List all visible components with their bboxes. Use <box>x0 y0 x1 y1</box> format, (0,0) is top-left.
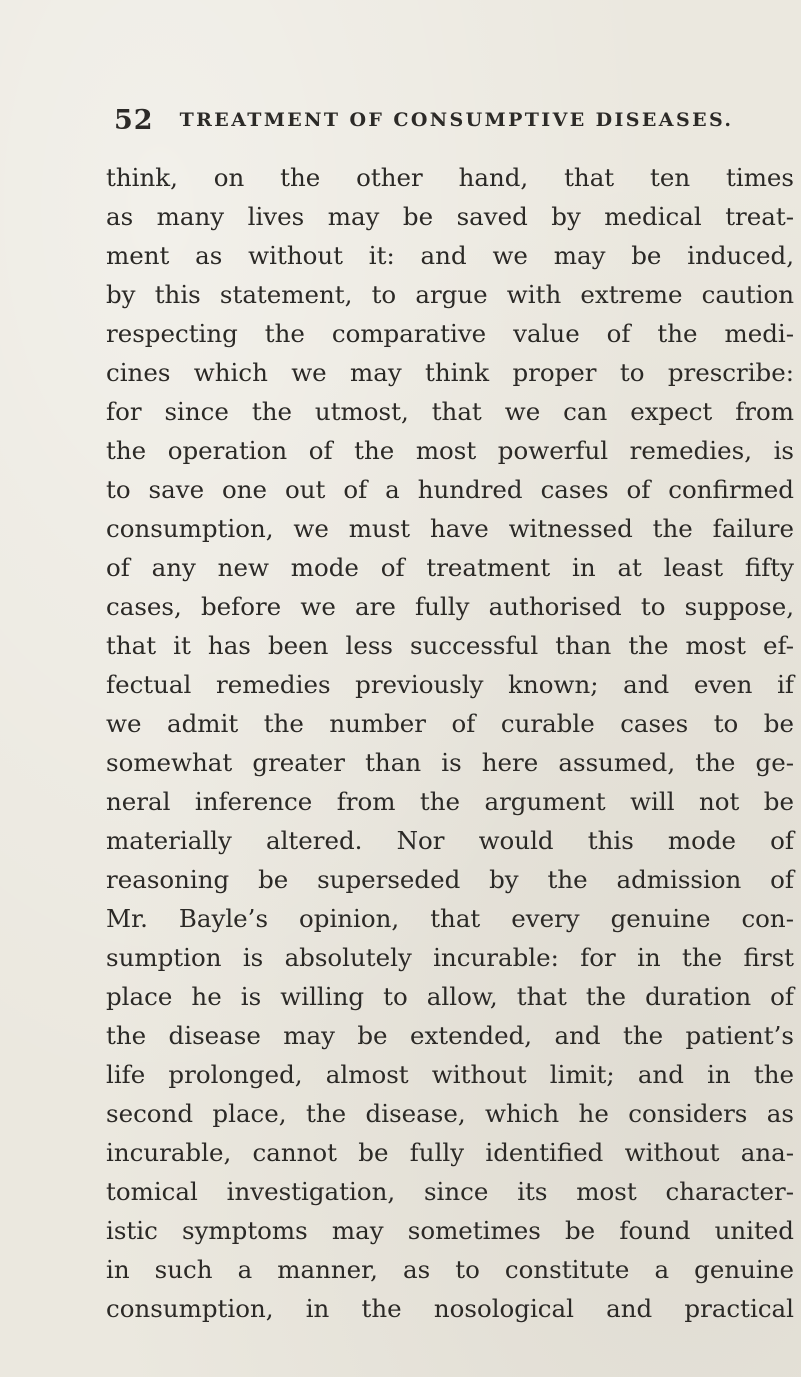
text-line: istic symptoms may sometimes be found united <box>106 1216 794 1245</box>
text-line: the operation of the most powerful remedies, is <box>106 436 794 465</box>
text-line: to save one out of a hundred cases of confirmed <box>106 475 794 504</box>
text-line: life prolonged, almost without limit; and in the <box>106 1060 794 1089</box>
text-line: we admit the number of curable cases to be <box>106 709 794 738</box>
text-line: as many lives may be saved by medical treat- <box>106 202 794 231</box>
text-line: think, on the other hand, that ten times <box>106 163 794 192</box>
text-line: cases, before we are fully authorised to suppose, <box>106 592 794 621</box>
text-line: cines which we may think proper to prescribe: <box>106 358 794 387</box>
text-line: second place, the disease, which he considers as <box>106 1099 794 1128</box>
text-line: ment as without it: and we may be induced, <box>106 241 794 270</box>
text-line: consumption, we must have witnessed the failure <box>106 514 794 543</box>
text-line: tomical investigation, since its most character- <box>106 1177 794 1206</box>
text-line: Mr. Bayle’s opinion, that every genuine con- <box>106 904 794 933</box>
text-line: consumption, in the nosological and practical <box>106 1294 794 1323</box>
running-head: TREATMENT OF CONSUMPTIVE DISEASES. <box>179 109 734 131</box>
text-line: place he is willing to allow, that the duration of <box>106 982 794 1011</box>
text-line: neral inference from the argument will not be <box>106 787 794 816</box>
text-line: the disease may be extended, and the patient’s <box>106 1021 794 1050</box>
body-text <box>106 158 794 1328</box>
text-line: for since the utmost, that we can expect from <box>106 397 794 426</box>
text-line: materially altered. Nor would this mode of <box>106 826 794 855</box>
text-line: sumption is absolutely incurable: for in the first <box>106 943 794 972</box>
text-line: by this statement, to argue with extreme caution <box>106 280 794 309</box>
text-line: of any new mode of treatment in at least fifty <box>106 553 794 582</box>
text-line: fectual remedies previously known; and even if <box>106 670 794 699</box>
page-header <box>114 98 734 142</box>
text-line: somewhat greater than is here assumed, the ge- <box>106 748 794 777</box>
text-line: in such a manner, as to constitute a genuine <box>106 1255 794 1284</box>
text-line: incurable, cannot be fully identified without ana- <box>106 1138 794 1167</box>
text-line: that it has been less successful than the most ef- <box>106 631 794 660</box>
text-line: reasoning be superseded by the admission of <box>106 865 794 894</box>
text-line: respecting the comparative value of the medi- <box>106 319 794 348</box>
page-number: 52 <box>114 104 154 136</box>
